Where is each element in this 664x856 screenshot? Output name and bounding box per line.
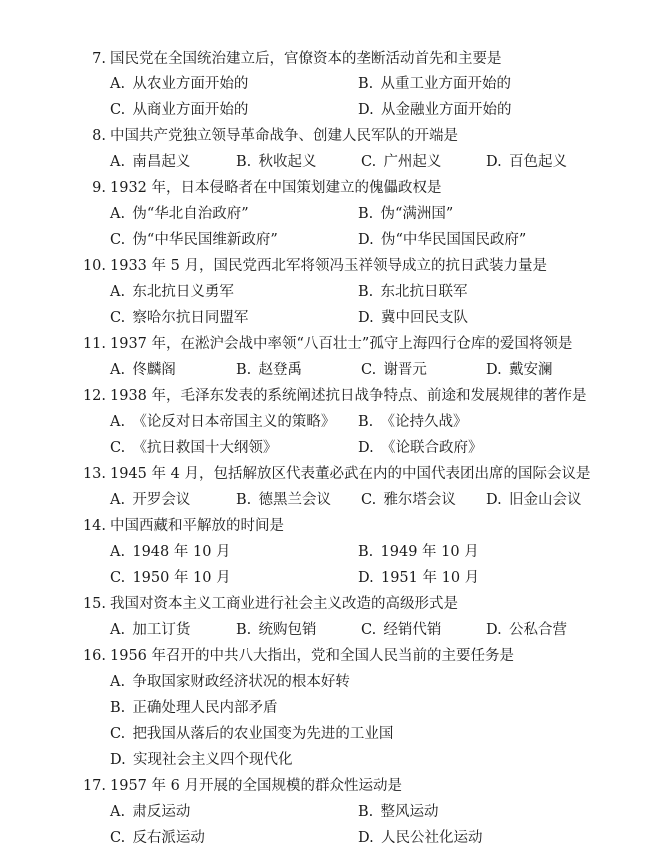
- answer-option-b[interactable]: [358, 543, 479, 561]
- option-label: B.: [236, 154, 252, 170]
- question-stem: 国民党在全国统治建立后，官僚资本的垄断活动首先和主要是: [110, 51, 502, 67]
- answer-option-b[interactable]: [358, 803, 439, 821]
- answer-option-b[interactable]: [236, 491, 331, 509]
- question-number: 17.: [82, 778, 106, 794]
- option-label: A.: [110, 206, 126, 222]
- question-number: 12.: [82, 388, 106, 404]
- option-label: C.: [361, 492, 377, 508]
- option-text: 伪“华北自治政府”: [132, 206, 249, 222]
- option-text: 1949 年 10 月: [380, 544, 479, 560]
- answer-option-b[interactable]: [236, 361, 302, 379]
- question-stem: 1933 年 5 月，国民党西北军将领冯玉祥领导成立的抗日武装力量是: [110, 258, 547, 274]
- option-text: 正确处理人民内部矛盾: [132, 700, 278, 716]
- answer-option-c[interactable]: [110, 231, 278, 249]
- option-label: A.: [110, 76, 126, 92]
- option-text: 旧金山会议: [508, 492, 582, 508]
- option-text: 广州起义: [383, 154, 442, 170]
- answer-option-c[interactable]: [110, 101, 248, 119]
- option-text: 伪“满洲国”: [380, 206, 454, 222]
- question-stem: 1956 年召开的中共八大指出，党和全国人民当前的主要任务是: [110, 648, 515, 664]
- answer-option-d[interactable]: [358, 439, 482, 457]
- question-stem: 1938 年，毛泽东发表的系统阐述抗日战争特点、前途和发展规律的著作是: [110, 388, 587, 404]
- option-text: 《抗日救国十大纲领》: [132, 440, 278, 456]
- answer-option-a[interactable]: [110, 361, 176, 379]
- question-stem: 1932 年，日本侵略者在中国策划建立的傀儡政权是: [110, 180, 442, 196]
- answer-option-c[interactable]: [361, 153, 441, 171]
- option-text: 谢晋元: [383, 362, 427, 378]
- option-label: C.: [361, 154, 377, 170]
- option-label: D.: [358, 232, 374, 248]
- option-text: 从重工业方面开始的: [380, 76, 512, 92]
- option-label: C.: [110, 440, 126, 456]
- answer-option-c[interactable]: [110, 309, 248, 327]
- option-text: 《论持久战》: [380, 414, 468, 430]
- option-label: D.: [358, 310, 374, 326]
- answer-option-a[interactable]: [110, 153, 190, 171]
- answer-option-c[interactable]: [361, 491, 456, 509]
- question-number: 15.: [82, 596, 106, 612]
- option-label: A.: [110, 284, 126, 300]
- option-text: 冀中回民支队: [380, 310, 468, 326]
- option-label: D.: [358, 440, 374, 456]
- option-label: D.: [486, 154, 502, 170]
- option-text: 赵登禹: [258, 362, 303, 378]
- option-label: D.: [358, 102, 374, 118]
- question-number: 13.: [82, 466, 106, 482]
- answer-option-d[interactable]: [358, 231, 526, 249]
- option-label: D.: [486, 362, 502, 378]
- answer-option-d[interactable]: [486, 361, 552, 379]
- option-text: 东北抗日联军: [380, 284, 468, 300]
- question-number: 9.: [92, 180, 106, 196]
- question-stem: 中国西藏和平解放的时间是: [110, 518, 284, 534]
- question-stem: 1957 年 6 月开展的全国规模的群众性运动是: [110, 778, 402, 794]
- option-text: 《论联合政府》: [380, 440, 483, 456]
- answer-option-c[interactable]: [361, 361, 427, 379]
- answer-option-a[interactable]: [110, 75, 248, 93]
- answer-option-d[interactable]: [110, 751, 292, 769]
- option-text: 雅尔塔会议: [383, 492, 456, 508]
- option-label: C.: [361, 362, 377, 378]
- question-number: 10.: [82, 258, 106, 274]
- answer-option-b[interactable]: [358, 75, 511, 93]
- answer-option-a[interactable]: [110, 413, 335, 431]
- option-label: C.: [110, 726, 126, 742]
- answer-option-b[interactable]: [236, 621, 317, 639]
- answer-option-c[interactable]: [110, 569, 231, 587]
- option-label: D.: [358, 830, 374, 846]
- option-label: B.: [358, 284, 374, 300]
- answer-option-b[interactable]: [110, 699, 278, 717]
- option-text: 从金融业方面开始的: [380, 102, 512, 118]
- question-stem: 1937 年，在淞沪会战中率领“八百壮士”孤守上海四行仓库的爱国将领是: [110, 336, 573, 352]
- question-stem: 1945 年 4 月，包括解放区代表董必武在内的中国代表团出席的国际会议是: [110, 466, 591, 482]
- answer-option-b[interactable]: [358, 413, 468, 431]
- option-label: A.: [110, 154, 126, 170]
- option-text: 戴安澜: [508, 362, 553, 378]
- option-label: D.: [486, 492, 502, 508]
- option-text: 争取国家财政经济状况的根本好转: [132, 674, 350, 690]
- answer-option-d[interactable]: [486, 491, 581, 509]
- answer-option-d[interactable]: [486, 621, 567, 639]
- option-label: C.: [361, 622, 377, 638]
- option-text: 实现社会主义四个现代化: [132, 752, 293, 768]
- answer-option-d[interactable]: [358, 309, 468, 327]
- option-text: 1950 年 10 月: [132, 570, 231, 586]
- option-text: 反右派运动: [132, 830, 205, 846]
- option-text: 东北抗日义勇军: [132, 284, 234, 300]
- option-label: A.: [110, 674, 126, 690]
- option-text: 统购包销: [258, 622, 317, 638]
- option-text: 1948 年 10 月: [132, 544, 231, 560]
- question-number: 14.: [82, 518, 106, 534]
- option-text: 肃反运动: [132, 804, 191, 820]
- option-label: A.: [110, 492, 126, 508]
- question-stem: 我国对资本主义工商业进行社会主义改造的高级形式是: [110, 596, 458, 612]
- option-text: 从农业方面开始的: [132, 76, 249, 92]
- option-label: A.: [110, 622, 126, 638]
- option-label: D.: [358, 570, 374, 586]
- option-text: 德黑兰会议: [258, 492, 332, 508]
- answer-option-d[interactable]: [358, 101, 511, 119]
- answer-option-a[interactable]: [110, 205, 249, 223]
- option-text: 南昌起义: [132, 154, 191, 170]
- question-number: 11.: [82, 336, 106, 352]
- answer-option-a[interactable]: [110, 673, 350, 691]
- option-text: 百色起义: [508, 154, 567, 170]
- answer-option-a[interactable]: [110, 621, 190, 639]
- option-label: B.: [358, 544, 374, 560]
- option-label: B.: [358, 76, 374, 92]
- question-number: 8.: [92, 128, 106, 144]
- option-label: C.: [110, 570, 126, 586]
- option-label: C.: [110, 310, 126, 326]
- option-label: B.: [236, 362, 252, 378]
- answer-option-c[interactable]: [361, 621, 441, 639]
- option-label: B.: [236, 492, 252, 508]
- option-label: C.: [110, 830, 126, 846]
- option-label: A.: [110, 414, 126, 430]
- answer-option-b[interactable]: [358, 283, 468, 301]
- option-text: 公私合营: [508, 622, 567, 638]
- answer-option-c[interactable]: [110, 439, 277, 457]
- option-label: B.: [236, 622, 252, 638]
- option-label: A.: [110, 544, 126, 560]
- option-text: 把我国从落后的农业国变为先进的工业国: [132, 726, 394, 742]
- answer-option-b[interactable]: [236, 153, 317, 171]
- answer-option-d[interactable]: [486, 153, 567, 171]
- answer-option-a[interactable]: [110, 803, 190, 821]
- option-text: 加工订货: [132, 622, 191, 638]
- option-label: C.: [110, 102, 126, 118]
- option-label: D.: [110, 752, 126, 768]
- option-text: 人民公社化运动: [380, 830, 483, 846]
- answer-option-c[interactable]: [110, 829, 205, 847]
- option-text: 从商业方面开始的: [132, 102, 249, 118]
- option-text: 佟麟阁: [132, 362, 176, 378]
- question-number: 7.: [92, 51, 106, 67]
- option-text: 开罗会议: [132, 492, 191, 508]
- option-label: B.: [358, 414, 374, 430]
- question-number: 16.: [82, 648, 106, 664]
- option-text: 察哈尔抗日同盟军: [132, 310, 249, 326]
- option-text: 整风运动: [380, 804, 439, 820]
- answer-option-d[interactable]: [358, 829, 482, 847]
- option-label: C.: [110, 232, 126, 248]
- answer-option-c[interactable]: [110, 725, 393, 743]
- answer-option-a[interactable]: [110, 491, 190, 509]
- option-label: B.: [110, 700, 126, 716]
- answer-option-d[interactable]: [358, 569, 479, 587]
- option-text: 秋收起义: [258, 154, 317, 170]
- option-label: B.: [358, 206, 374, 222]
- answer-option-a[interactable]: [110, 543, 231, 561]
- option-text: 经销代销: [383, 622, 442, 638]
- option-text: 伪“中华民国维新政府”: [132, 232, 278, 248]
- question-stem: 中国共产党独立领导革命战争、创建人民军队的开端是: [110, 128, 458, 144]
- answer-option-b[interactable]: [358, 205, 453, 223]
- option-label: D.: [486, 622, 502, 638]
- option-text: 《论反对日本帝国主义的策略》: [132, 414, 336, 430]
- answer-option-a[interactable]: [110, 283, 234, 301]
- option-label: A.: [110, 804, 126, 820]
- option-text: 1951 年 10 月: [380, 570, 480, 586]
- option-text: 伪“中华民国国民政府”: [380, 232, 527, 248]
- option-label: B.: [358, 804, 374, 820]
- option-label: A.: [110, 362, 126, 378]
